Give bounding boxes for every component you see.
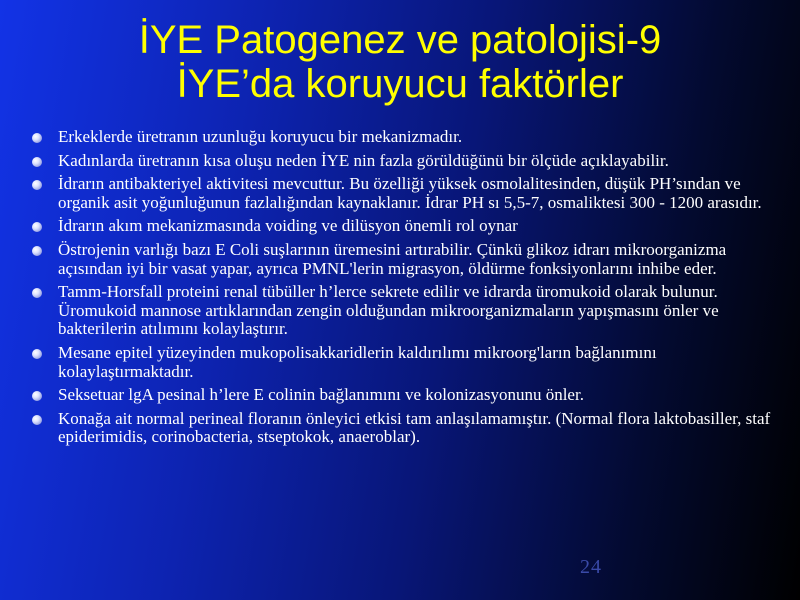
bullet-item [32, 128, 790, 147]
title-line-2: İYE’da koruyucu faktörler [176, 62, 624, 106]
bullet-item [32, 283, 790, 339]
bullet-dot-icon [32, 180, 42, 190]
bullet-dot-icon [32, 288, 42, 298]
title-line-1: İYE Patogenez ve patolojisi-9 [138, 18, 662, 62]
bullet-text: Kadınlarda üretranın kısa oluşu neden İYE nin fazla görüldüğünü bir ölçüde açıklayabilir. [58, 150, 669, 170]
bullet-list [32, 128, 790, 452]
bullet-text: Erkeklerde üretranın uzunluğu koruyucu bir mekanizmadır. [58, 127, 463, 146]
bullet-dot-icon [32, 415, 42, 425]
slide-number: 24 [580, 556, 602, 578]
bullet-dot-icon [32, 222, 42, 232]
bullet-item [32, 152, 790, 171]
bullet-text: İdrarın antibakteriyel aktivitesi mevcuttur. Bu özelliği yüksek osmolalitesinden, düşük PH’sından ve organik asit yoğunluğunun fazlalığından kaynaklanır. İdrar PH sı 5,5-7, osmaliktesi 300 - 1200 arasıdır. [58, 174, 762, 212]
bullet-text: Tamm-Horsfall proteini renal tübüller h’lerce sekrete edilir ve idrarda üromukoid olarak bulunur. Üromukoid mannose artıklarından zengin olduğundan mikroorganizmaların yapışmasını önler ve bakterilerin atılımını kolaylaştırır. [58, 282, 719, 339]
bullet-item [32, 241, 790, 278]
bullet-text: İdrarın akım mekanizmasında voiding ve dilüsyon önemli rol oynar [58, 216, 518, 236]
bullet-dot-icon [32, 349, 42, 359]
bullet-item [32, 386, 790, 405]
bullet-dot-icon [32, 157, 42, 167]
bullet-text: Mesane epitel yüzeyinden mukopolisakkaridlerin kaldırılımı mikroorg'ların bağlanımını kolaylaştırmaktadır. [58, 342, 657, 381]
bullet-text: Konağa ait normal perineal floranın önleyici etkisi tam anlaşılamamıştır. (Normal flora laktobasiller, staf epiderimidis, corinobacteria, stseptokok, anaeroblar). [58, 408, 771, 447]
bullet-text: Östrojenin varlığı bazı E Coli suşlarının üremesini artırabilir. Çünkü glikoz idrarı mikroorganizma açısından iyi bir vasat yapar, ayrıca PMNL'lerin migrasyon, öldürme fonksiyonlarını inhibe eder. [58, 239, 727, 278]
bullet-dot-icon [32, 246, 42, 256]
bullet-dot-icon [32, 391, 42, 401]
bullet-item [32, 344, 790, 381]
bullet-item [32, 175, 790, 212]
bullet-dot-icon [32, 133, 42, 143]
bullet-item [32, 410, 790, 447]
bullet-text: Seksetuar lgA pesinal h’lere E colinin bağlanımını ve kolonizasyonunu önler. [58, 385, 584, 405]
bullet-item [32, 217, 790, 236]
slide-title [0, 18, 800, 106]
